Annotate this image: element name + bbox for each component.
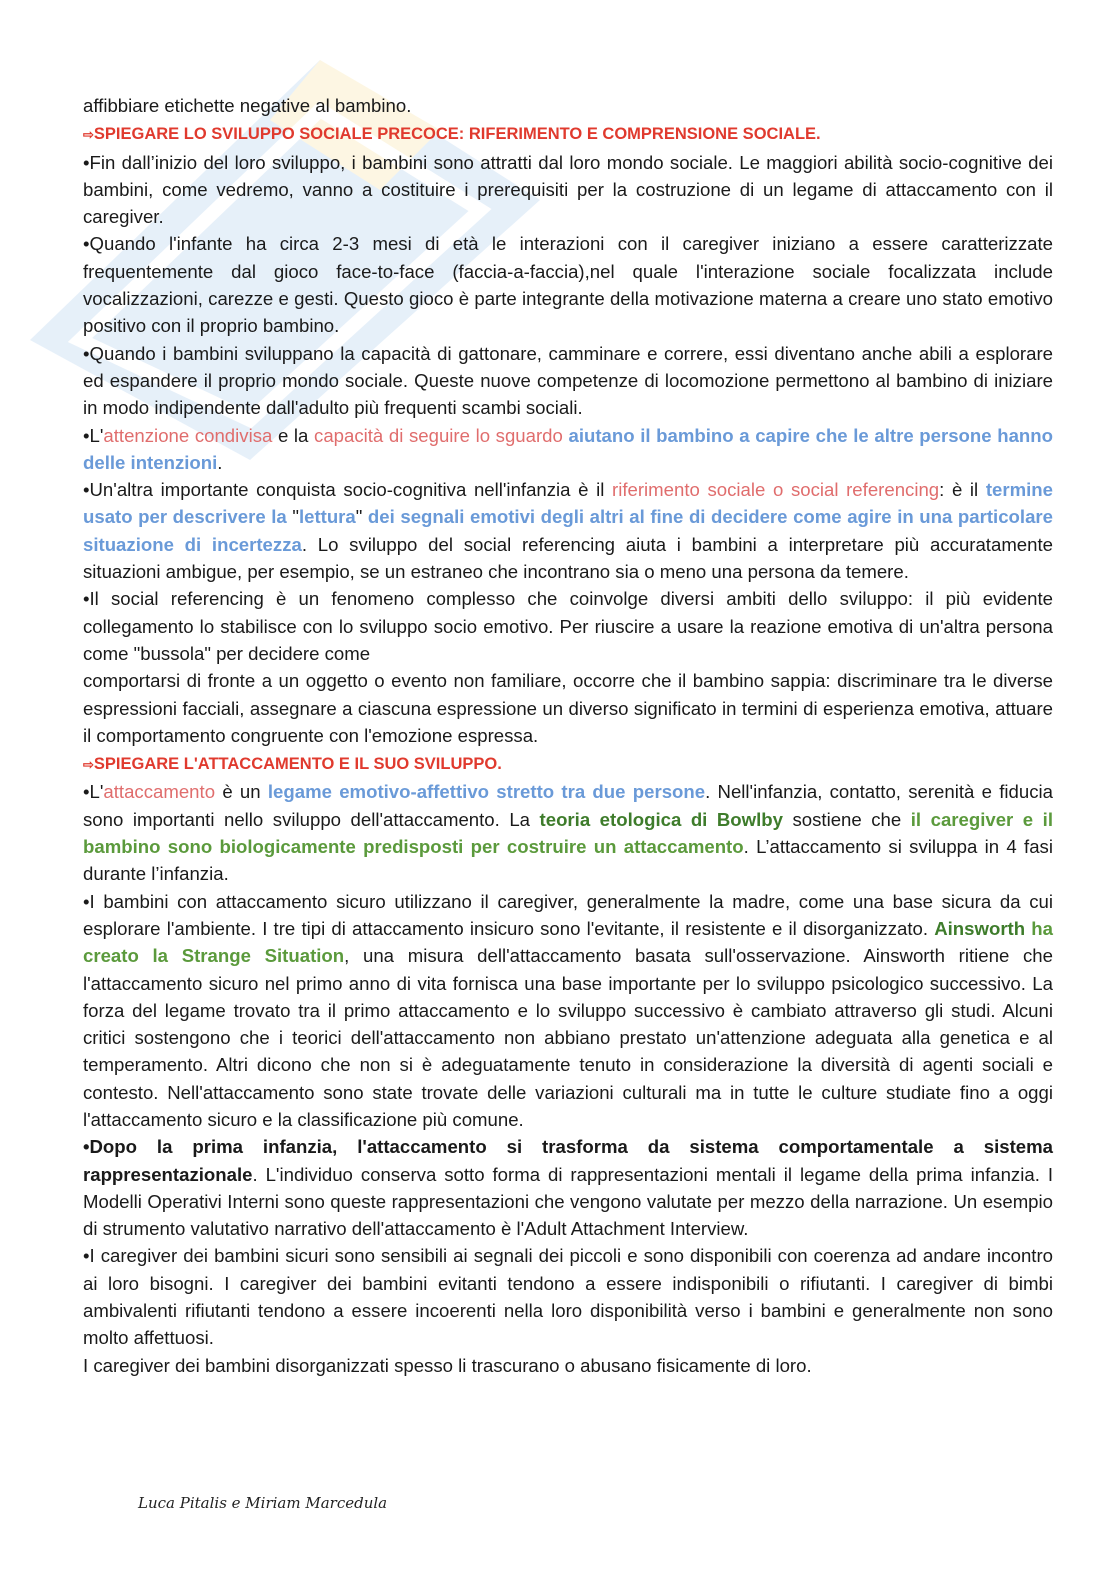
keyword-highlight: attenzione condivisa — [103, 424, 273, 446]
text-line: affibbiare etichette negative al bambino. — [83, 95, 412, 116]
bold-statement: •Dopo la prima infanzia, l'attaccamento si trasforma da sistema comportamentale a sistema rappresentazionale — [83, 1136, 1053, 1185]
paragraph — [83, 422, 1053, 477]
paragraph — [83, 888, 1053, 1134]
text-run: •I bambini con attaccamento sicuro utilizzano il caregiver, generalmente la madre, come una base sicura da cui esplorare l'ambiente. I tre tipi di attaccamento insicuro sono l'evitante, il resistente e il disorganizzato. — [83, 890, 1053, 939]
paragraph: comportarsi di fronte a un oggetto o evento non familiare, occorre che il bambino sappia: discriminare tra le diverse espressioni facciali, assegnare a ciascuna espressione un diverso significato in termini di esperienza emotiva, attuare il comportamento congruente con l'emozione espressa. — [83, 670, 1053, 746]
arrow-icon: ⇨ — [83, 127, 94, 143]
keyword-highlight: attaccamento — [103, 781, 216, 803]
paragraph — [83, 476, 1053, 585]
document-body — [83, 92, 1053, 1379]
theory-highlight: Ainsworth — [934, 917, 1026, 939]
definition-highlight: dei segnali emotivi degli altri al fine di decidere come agire in una particolare situazione di incertezza — [83, 506, 1053, 555]
text-run: . L’attaccamento si sviluppa in 4 fasi durante l’infanzia. — [83, 836, 1053, 885]
text-run: " — [292, 506, 299, 528]
text-run: è un — [215, 781, 268, 803]
paragraph: •I caregiver dei bambini sicuri sono sensibili ai segnali dei piccoli e sono disponibili con coerenza ad andare incontro ai loro bisogni. I caregiver dei bambini evitanti tendono a essere indisponibili o rifiutanti. I caregiver di bimbi ambivalenti rifiutanti tendono a essere incoerenti nella loro disponibilità verso i bambini e generalmente non sono molto affettuosi. — [83, 1245, 1053, 1349]
definition-highlight: aiutano il bambino a capire che le altre persone hanno delle intenzioni — [83, 424, 1053, 473]
keyword-highlight: capacità di seguire lo sguardo — [314, 424, 563, 446]
paragraph: •Quando l'infante ha circa 2-3 mesi di età le interazioni con il caregiver iniziano a essere caratterizzate frequentemente dal gioco face-to-face (faccia-a-faccia),nel quale l'interazione sociale focalizzata include vocalizzazioni, carezze e gesti. Questo gioco è parte integrante della motivazione materna a creare uno stato emotivo positivo con il proprio bambino. — [83, 233, 1053, 337]
text-run: . Lo sviluppo del social referencing aiuta i bambini a interpretare più accuratamente situazioni ambigue, per esempio, se un estraneo che incontrano sia o meno una persona da temere. — [83, 533, 1053, 583]
paragraph: •Quando i bambini sviluppano la capacità di gattonare, camminare e correre, essi diventano anche abili a esplorare ed espandere il proprio mondo sociale. Queste nuove competenze di locomozione permettono al bambino di iniziare in modo indipendente dall'adulto più frequenti scambi sociali. — [83, 342, 1053, 419]
section-heading — [83, 751, 1053, 778]
text-run: e la — [272, 424, 315, 446]
text-run: . — [217, 451, 223, 473]
paragraph — [83, 778, 1053, 887]
theory-highlight: teoria etologica di Bowlby — [539, 808, 783, 830]
definition-highlight: legame emotivo-affettivo stretto tra due persone — [267, 781, 706, 803]
text-run: " — [355, 506, 363, 528]
heading-text: SPIEGARE LO SVILUPPO SOCIALE PRECOCE: RIFERIMENTO E COMPRENSIONE SOCIALE. — [93, 125, 821, 144]
text-run: •L' — [83, 781, 104, 803]
section-heading — [83, 121, 1053, 148]
text-run: •Un'altra importante conquista socio-cognitiva nell'infanzia è il — [83, 479, 613, 501]
heading-text: SPIEGARE L'ATTACCAMENTO E IL SUO SVILUPPO. — [93, 755, 502, 774]
definition-highlight: termine usato per descrivere la — [83, 479, 1053, 528]
paragraph: •Il social referencing è un fenomeno complesso che coinvolge diversi ambiti dello sviluppo: il più evidente collegamento lo stabilisce con lo sviluppo socio emotivo. Per riuscire a usare la reazione emotiva di un'altra persona come "bussola" per decidere come — [83, 588, 1053, 664]
definition-highlight: lettura — [298, 506, 356, 528]
text-run: : è il — [939, 479, 986, 501]
text-run: . Nell'infanzia, contatto, serenità e fiducia sono importanti nello sviluppo dell'attaccamento. La — [83, 781, 1053, 830]
text-run: , una misura dell'attaccamento basata sull'osservazione. Ainsworth ritiene che l'attaccamento sicuro nel primo anno di vita fornisca una base importante per lo sviluppo psicologico successivo. La forza del legame trovato tra il primo attaccamento e lo sviluppo successivo è cambiato attraverso gli studi. Alcuni critici sostengono che i teorici dell'attaccamento non abbiano prestato un'attenzione adeguata alla genetica e al temperamento. Altri dicono che non si è adeguatamente tenuto in considerazione la diversità di agenti sociali e contesto. Nell'attaccamento sono state trovate delle variazioni culturali ma in tutte le culture studiate fino a oggi l'attaccamento sicuro e la classificazione più comune. — [83, 945, 1053, 1130]
paragraph: •Fin dall’inizio del loro sviluppo, i bambini sono attratti dal loro mondo sociale. Le maggiori abilità socio-cognitive dei bambini, come vedremo, vanno a costituire i prerequisiti per la costruzione di un legame di attaccamento con il caregiver. — [83, 151, 1053, 228]
paragraph: I caregiver dei bambini disorganizzati spesso li trascurano o abusano fisicamente di loro. — [83, 1354, 812, 1376]
paragraph — [83, 1133, 1053, 1242]
text-run: . L'individuo conserva sotto forma di rappresentazioni mentali il legame della prima infanzia. I Modelli Operativi Interni sono queste rappresentazioni che vengono valutate per mezzo della narrazione. Un esempio di strumento valutativo narrativo dell'attaccamento è l'Adult Attachment Interview. — [83, 1163, 1053, 1240]
theory-highlight: il caregiver e il bambino sono biologicamente predisposti per costruire un attaccamento — [83, 808, 1053, 858]
arrow-icon: ⇨ — [83, 757, 94, 773]
theory-highlight: ha creato la Strange Situation — [83, 917, 1053, 967]
text-run: •L' — [83, 424, 104, 446]
text-run: sostiene che — [782, 808, 911, 830]
keyword-highlight: riferimento sociale o social referencing — [612, 479, 940, 501]
author-signature: Luca Pitalis e Miriam Marcedula — [138, 1494, 388, 1512]
